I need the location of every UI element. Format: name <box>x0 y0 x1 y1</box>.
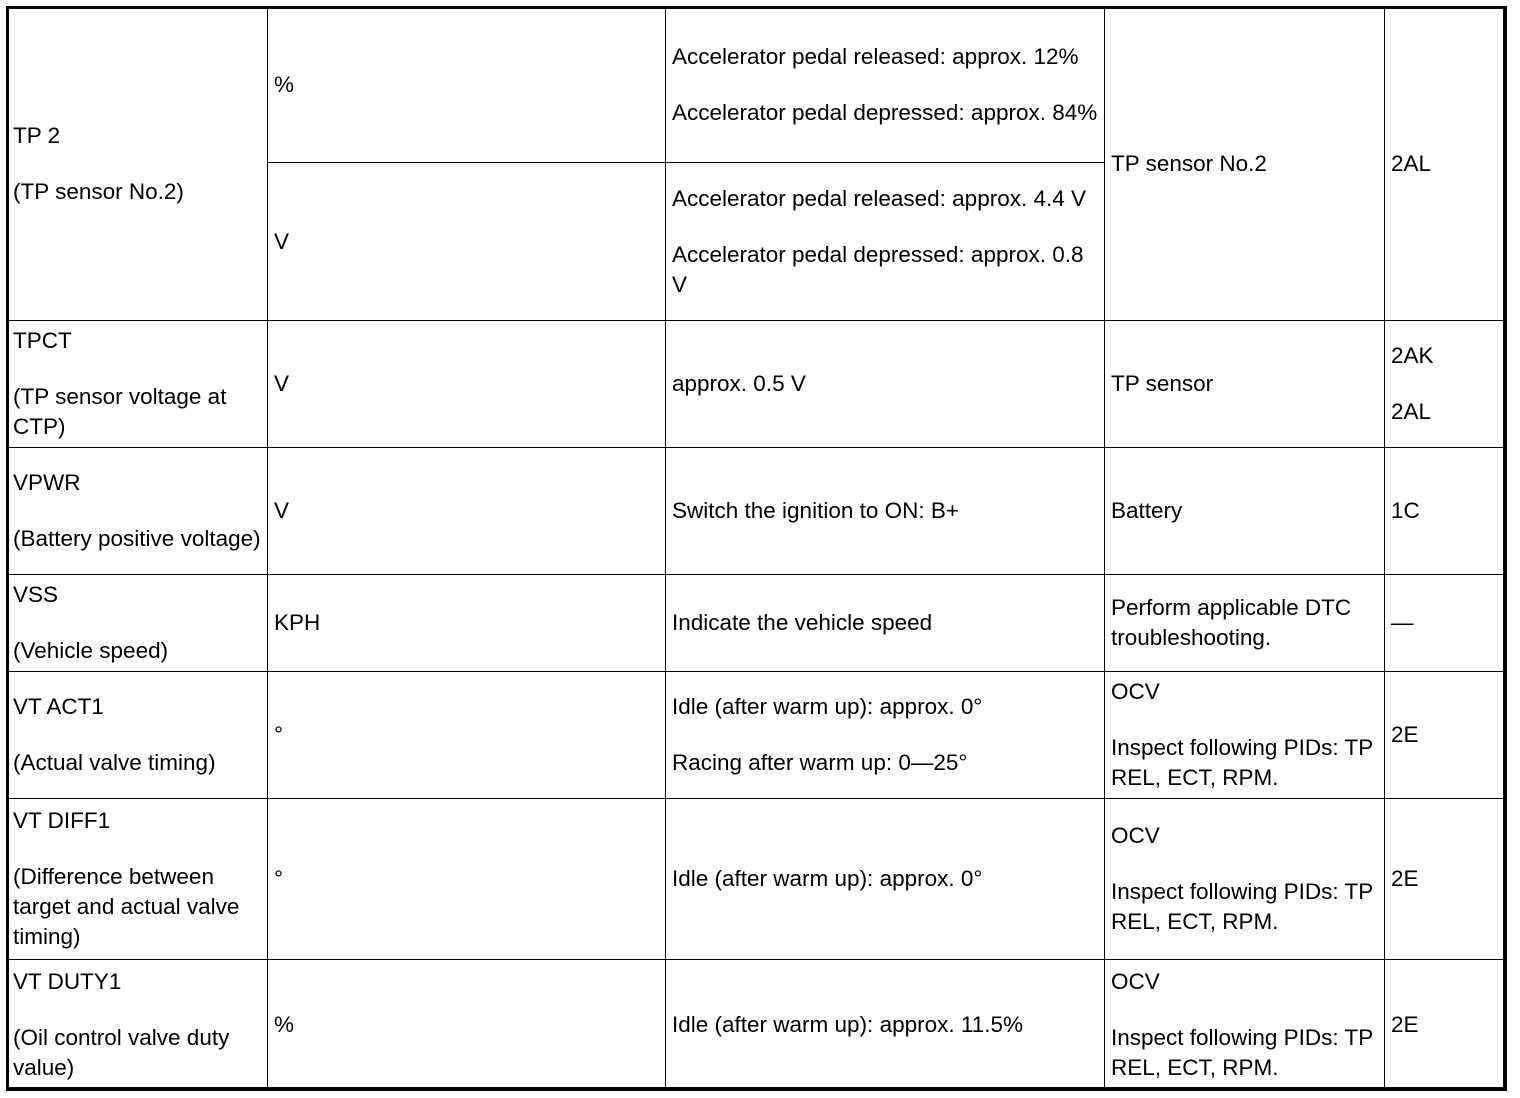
terminal-cell <box>1385 321 1507 448</box>
terminal-cell <box>1385 575 1507 672</box>
unit: V <box>274 371 290 396</box>
terminal-cell <box>1385 960 1507 1091</box>
condition: Racing after warm up: 0—25° <box>672 750 968 775</box>
condition: Indicate the vehicle speed <box>672 610 933 635</box>
action: Battery <box>1111 498 1183 523</box>
terminal-cell <box>1385 448 1507 575</box>
action-cell <box>1105 575 1385 672</box>
table-row <box>7 448 1507 575</box>
action-cell <box>1105 7 1385 321</box>
unit: V <box>274 498 290 523</box>
action: Inspect following PIDs: TP REL, ECT, RPM. <box>1111 1025 1373 1080</box>
pid-description: (Difference between target and actual valve timing) <box>13 864 240 949</box>
condition-cell <box>666 321 1105 448</box>
table-row <box>7 799 1507 960</box>
condition-cell <box>666 799 1105 960</box>
unit: % <box>274 1012 295 1037</box>
condition-cell <box>666 672 1105 799</box>
table-row <box>7 575 1507 672</box>
pid-description: (Vehicle speed) <box>13 638 169 663</box>
condition: Accelerator pedal depressed: approx. 84% <box>672 99 1098 125</box>
unit-cell <box>268 799 666 960</box>
condition: Accelerator pedal released: approx. 12% <box>672 43 1079 69</box>
condition: approx. 0.5 V <box>672 371 806 396</box>
condition: Switch the ignition to ON: B+ <box>672 498 960 523</box>
condition: Accelerator pedal depressed: approx. 0.8 V <box>672 241 1084 297</box>
pid-description: (TP sensor No.2) <box>13 178 184 204</box>
unit: ° <box>274 866 283 891</box>
unit: KPH <box>274 610 321 635</box>
action: TP sensor <box>1111 371 1214 396</box>
pid-monitor-table <box>6 6 1507 1091</box>
pid-cell <box>7 575 268 672</box>
condition-cell <box>666 7 1105 163</box>
action-cell <box>1105 799 1385 960</box>
action: Perform applicable DTC troubleshooting. <box>1111 595 1352 650</box>
pid-description: (Battery positive voltage) <box>13 526 261 551</box>
terminal-cell <box>1385 799 1507 960</box>
pid-cell <box>7 960 268 1091</box>
unit: ° <box>274 722 283 747</box>
terminal: 2E <box>1391 722 1419 747</box>
table-row <box>7 960 1507 1091</box>
pid-table-frame <box>6 6 1506 1090</box>
table-row <box>7 7 1507 163</box>
pid-name: VSS <box>13 582 59 607</box>
condition-cell <box>666 960 1105 1091</box>
terminal: 2E <box>1391 866 1419 891</box>
unit: % <box>274 71 295 97</box>
condition-cell <box>666 448 1105 575</box>
pid-description: (TP sensor voltage at CTP) <box>13 384 227 439</box>
pid-cell <box>7 448 268 575</box>
unit-cell <box>268 960 666 1091</box>
terminal: 2E <box>1391 1012 1419 1037</box>
pid-cell <box>7 7 268 321</box>
condition: Idle (after warm up): approx. 0° <box>672 694 983 719</box>
condition: Idle (after warm up): approx. 11.5% <box>672 1012 1023 1037</box>
action: OCV <box>1111 823 1160 848</box>
terminal: 2AK <box>1391 343 1434 368</box>
action: Inspect following PIDs: TP REL, ECT, RPM. <box>1111 879 1373 934</box>
unit-cell <box>268 163 666 321</box>
terminal-cell <box>1385 672 1507 799</box>
condition: Idle (after warm up): approx. 0° <box>672 866 983 891</box>
terminal: — <box>1391 610 1414 635</box>
action-cell <box>1105 448 1385 575</box>
unit-cell <box>268 448 666 575</box>
table-row <box>7 672 1507 799</box>
action-cell <box>1105 960 1385 1091</box>
action: TP sensor No.2 <box>1111 150 1267 176</box>
terminal-cell <box>1385 7 1507 321</box>
pid-name: VT DUTY1 <box>13 969 122 994</box>
table-row <box>7 321 1507 448</box>
condition-cell <box>666 575 1105 672</box>
pid-cell <box>7 672 268 799</box>
condition: Accelerator pedal released: approx. 4.4 V <box>672 185 1086 211</box>
terminal: 2AL <box>1391 399 1432 424</box>
action-cell <box>1105 672 1385 799</box>
action: Inspect following PIDs: TP REL, ECT, RPM. <box>1111 735 1373 790</box>
pid-name: VPWR <box>13 470 81 495</box>
terminal: 1C <box>1391 498 1420 523</box>
unit-cell <box>268 7 666 163</box>
pid-description: (Oil control valve duty value) <box>13 1025 230 1080</box>
pid-cell <box>7 799 268 960</box>
action: OCV <box>1111 969 1160 994</box>
terminal: 2AL <box>1391 150 1432 176</box>
unit: V <box>274 228 290 254</box>
unit-cell <box>268 321 666 448</box>
pid-description: (Actual valve timing) <box>13 750 216 775</box>
action: OCV <box>1111 679 1160 704</box>
pid-cell <box>7 321 268 448</box>
pid-name: VT DIFF1 <box>13 808 111 833</box>
action-cell <box>1105 321 1385 448</box>
unit-cell <box>268 672 666 799</box>
unit-cell <box>268 575 666 672</box>
pid-name: TPCT <box>13 328 72 353</box>
pid-name: VT ACT1 <box>13 694 104 719</box>
condition-cell <box>666 163 1105 321</box>
pid-name: TP 2 <box>13 122 61 148</box>
